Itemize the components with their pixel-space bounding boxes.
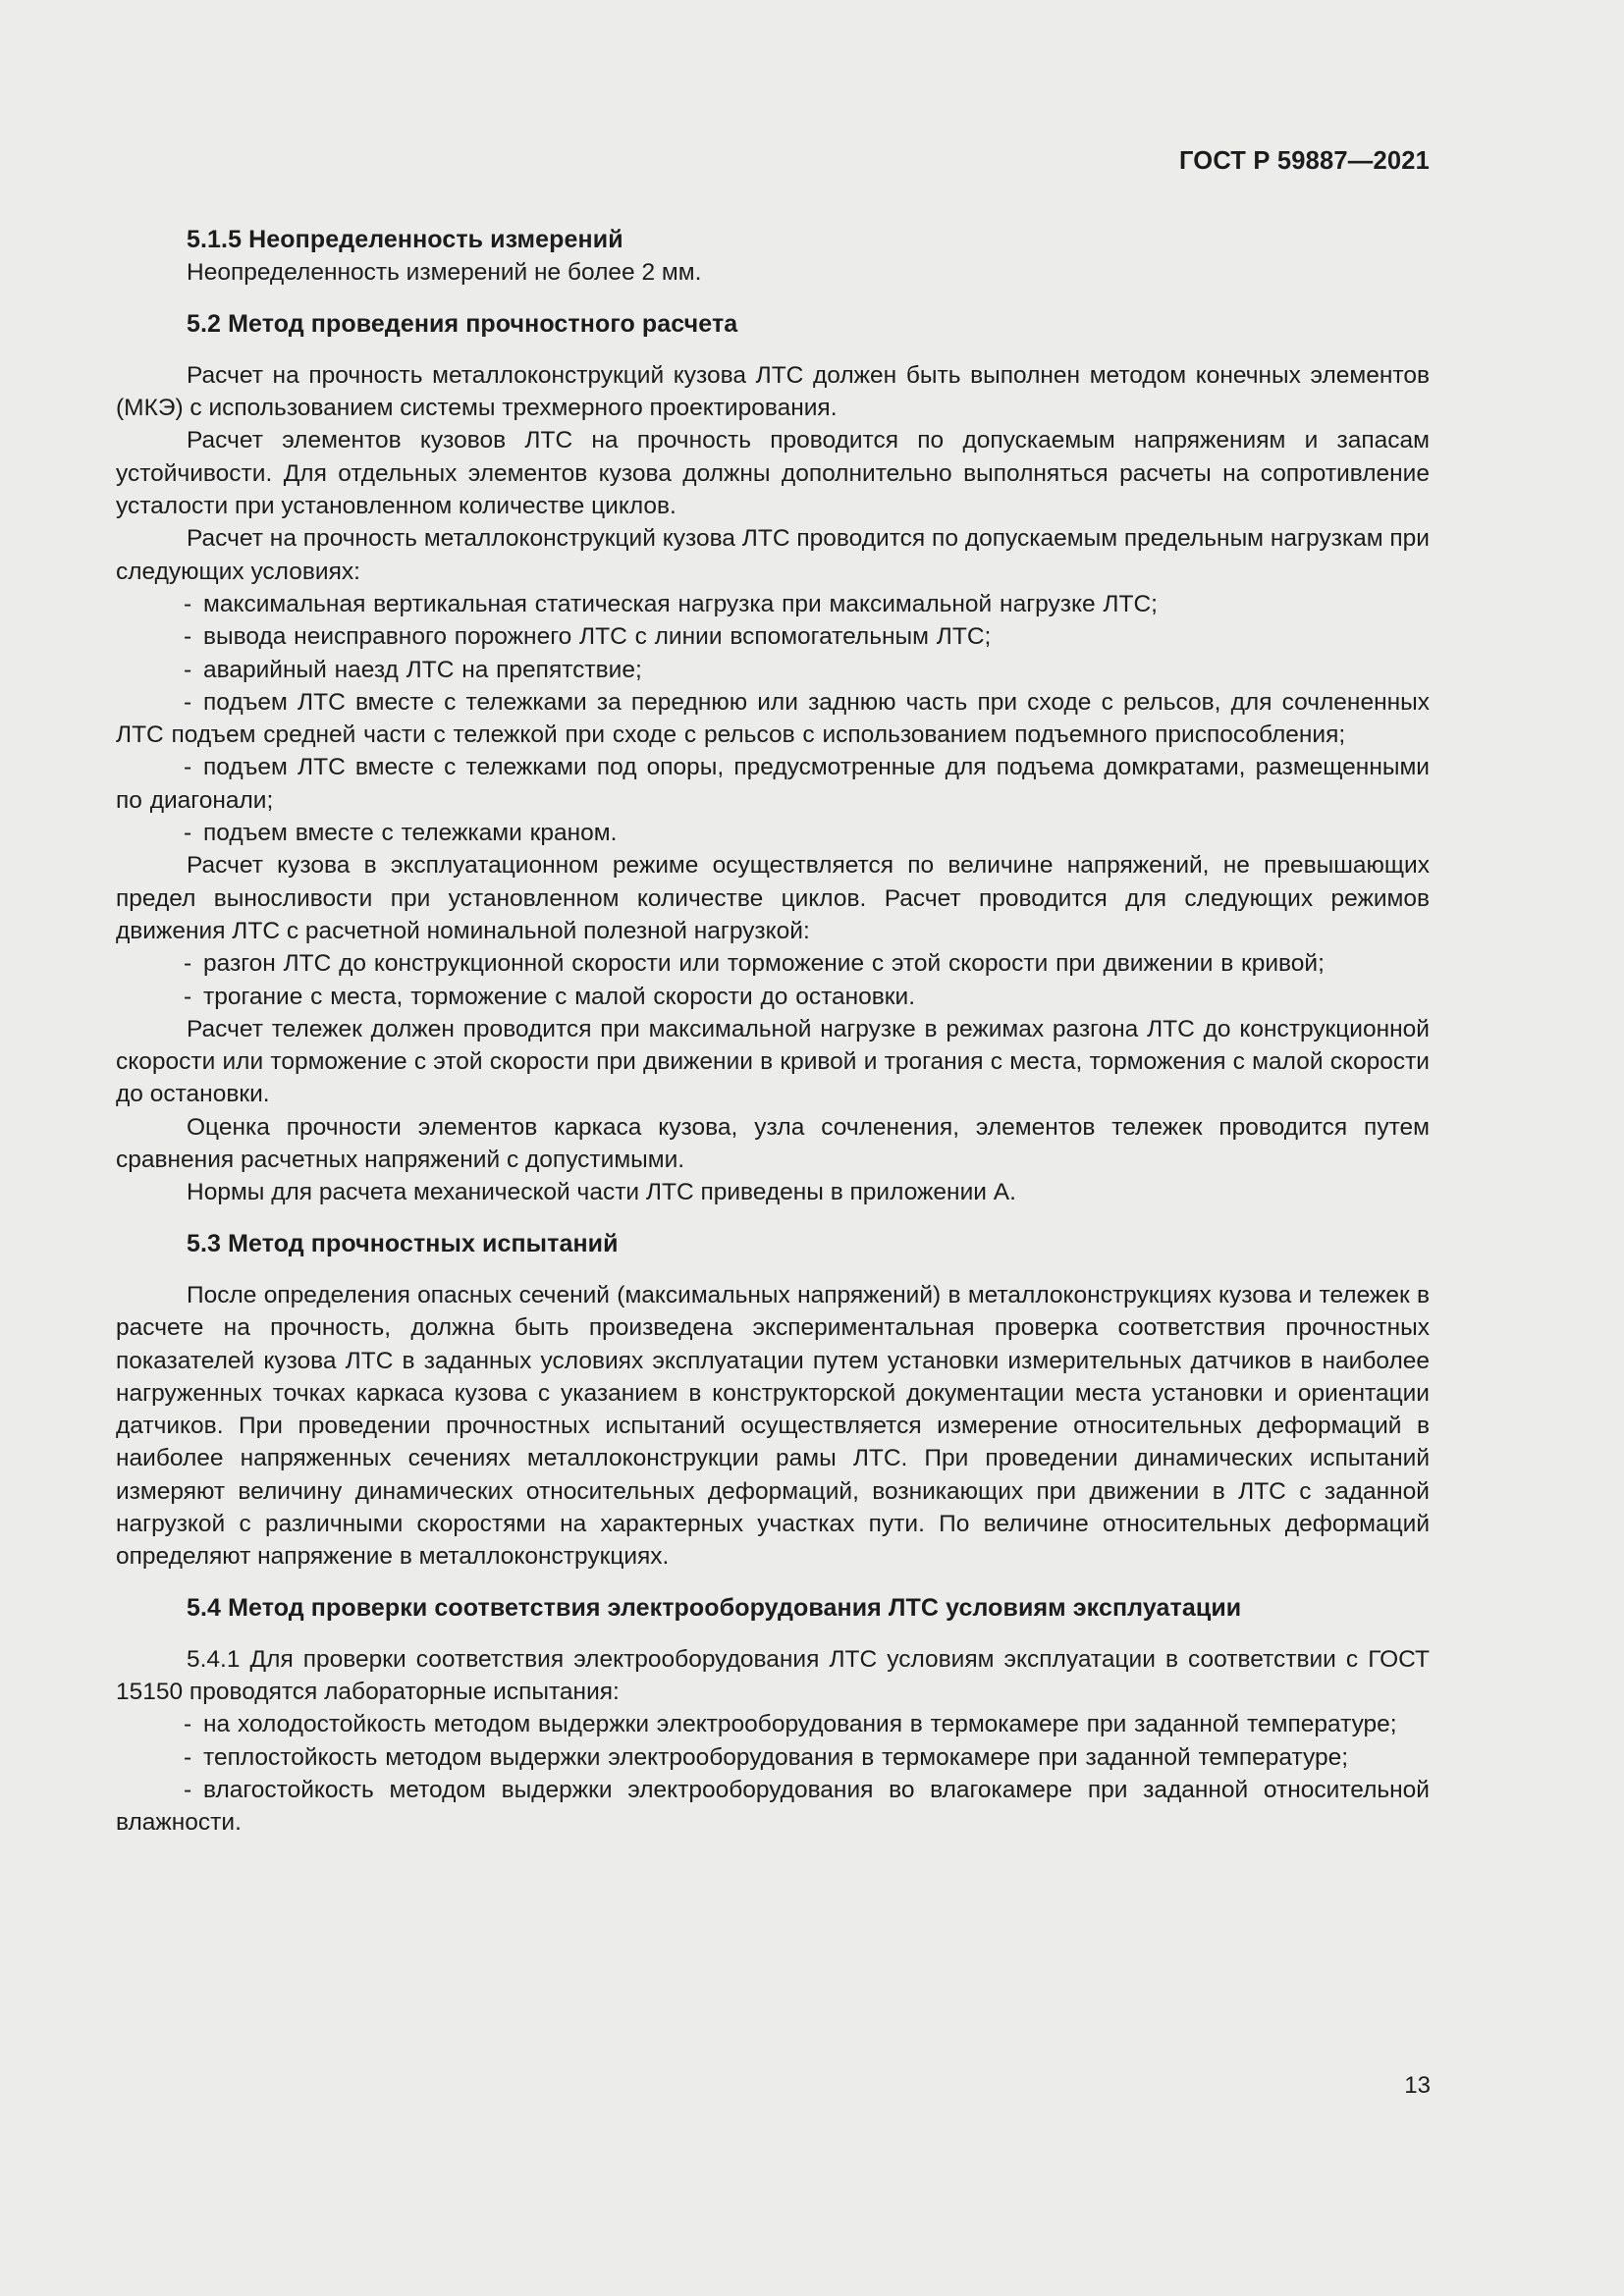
list-item [116, 751, 1430, 817]
section-52-paragraph-7: Нормы для расчета механической части ЛТС приведены в приложении А. [187, 1179, 1016, 1206]
list-item [116, 588, 1430, 620]
list-marker: - [184, 590, 192, 617]
list-item [116, 1708, 1430, 1740]
list-item [116, 817, 1430, 849]
section-52-paragraph-4: Расчет кузова в эксплуатационном режиме осуществляется по величине напряжений, не превышающих предел выносливости при установленном количестве циклов. Расчет проводится для следующих режимов движения ЛТС с расчетной номинальной полезной нагрузкой: [116, 852, 1430, 944]
list-item-text: аварийный наезд ЛТС на препятствие; [203, 656, 642, 683]
list-marker: - [184, 1777, 192, 1804]
list-item [116, 620, 1430, 653]
list-item-text: подъем ЛТС вместе с тележками за переднюю или заднюю часть при сходе с рельсов, для сочлененных ЛТС подъем средней части с тележкой при сходе с рельсов с использованием подъемного приспособления; [116, 688, 1430, 749]
section-52-paragraph-6: Оценка прочности элементов каркаса кузова, узла сочленения, элементов тележек проводится путем сравнения расчетных напряжений с допустимыми. [116, 1113, 1430, 1174]
list-marker: - [184, 950, 192, 978]
section-52-paragraph-5: Расчет тележек должен проводится при максимальной нагрузке в режимах разгона ЛТС до конструкционной скорости или торможение с этой скорости при движении в кривой и трогания с места, торможения с малой скорости до остановки. [116, 1015, 1430, 1108]
list-marker: - [184, 688, 192, 716]
list-item-text: разгон ЛТС до конструкционной скорости или торможение с этой скорости при движении в кривой; [203, 950, 1325, 978]
section-515-title: 5.1.5 Неопределенность измерений [187, 226, 623, 253]
section-515-text: Неопределенность измерений не более 2 мм. [187, 259, 702, 287]
list-marker: - [184, 983, 192, 1010]
section-53-paragraph-1: После определения опасных сечений (максимальных напряжений) в металлоконструкциях кузова и тележек в расчете на прочность, должна быть произведена экспериментальная проверка соответствия прочностных показателей кузова ЛТС в заданных условиях эксплуатации путем установки измерительных датчиков в наиболее нагруженных точках каркаса кузова с указанием в конструкторской документации места установки и ориентации датчиков. При проведении прочностных испытаний осуществляется измерение относительных деформаций в наиболее напряженных сечениях металлоконструкции рамы ЛТС. При проведении динамических испытаний измеряют величину динамических относительных деформаций, возникающих при движении в ЛТС с заданной нагрузкой с различными скоростями на характерных участках пути. По величине относительных деформаций определяют напряжение в металлоконструкциях. [116, 1281, 1430, 1571]
document-id-header: ГОСТ Р 59887—2021 [1178, 147, 1430, 175]
section-54-title: 5.4 Метод проверки соответствия электрооборудования ЛТС условиям эксплуатации [187, 1593, 1242, 1622]
list-marker: - [184, 820, 192, 847]
list-item-text: теплостойкость методом выдержки электрооборудования в термокамере при заданной температуре; [203, 1743, 1349, 1771]
list-item-text: на холодостойкость методом выдержки электрооборудования в термокамере при заданной температуре; [203, 1711, 1397, 1738]
list-item-text: трогание с места, торможение с малой скорости до остановки. [203, 983, 916, 1010]
list-item-text: влагостойкость методом выдержки электрооборудования во влагокамере при заданной относительной влажности. [116, 1777, 1430, 1837]
list-marker: - [184, 1743, 192, 1771]
list-item-text: подъем ЛТС вместе с тележками под опоры, предусмотренные для подъема домкратами, размещенными по диагонали; [116, 754, 1430, 814]
section-52-paragraph-2: Расчет элементов кузовов ЛТС на прочность проводится по допускаемым напряжениям и запасам устойчивости. Для отдельных элементов кузова должны дополнительно выполняться расчеты на сопротивление усталости при установленном количестве циклов. [116, 427, 1430, 520]
list-item [116, 1774, 1430, 1840]
list-item-text: максимальная вертикальная статическая нагрузка при максимальной нагрузке ЛТС; [203, 590, 1158, 617]
list-marker: - [184, 656, 192, 683]
section-52-title: 5.2 Метод проведения прочностного расчета [187, 309, 738, 338]
list-item-text: вывода неисправного порожнего ЛТС с линии вспомогательным ЛТС; [203, 623, 992, 651]
list-marker: - [184, 754, 192, 781]
list-item [116, 981, 1430, 1013]
list-item [116, 686, 1430, 752]
section-54-paragraph-1: 5.4.1 Для проверки соответствия электрооборудования ЛТС условиям эксплуатации в соответствии с ГОСТ 15150 проводятся лабораторные испытания: [116, 1645, 1430, 1706]
list-item [116, 947, 1430, 980]
list-item [116, 1741, 1430, 1774]
section-52-paragraph-3: Расчет на прочность металлоконструкций кузова ЛТС проводится по допускаемым предельным нагрузкам при следующих условиях: [116, 525, 1430, 585]
list-item [116, 654, 1430, 686]
page-number: 13 [1404, 2072, 1431, 2099]
list-marker: - [184, 623, 192, 651]
section-53-title: 5.3 Метод прочностных испытаний [187, 1229, 619, 1257]
list-marker: - [184, 1711, 192, 1738]
page-content [116, 224, 1430, 1840]
section-52-paragraph-1: Расчет на прочность металлоконструкций кузова ЛТС должен быть выполнен методом конечных элементов (МКЭ) с использованием системы трехмерного проектирования. [116, 361, 1430, 422]
list-item-text: подъем вместе с тележками краном. [203, 820, 618, 847]
